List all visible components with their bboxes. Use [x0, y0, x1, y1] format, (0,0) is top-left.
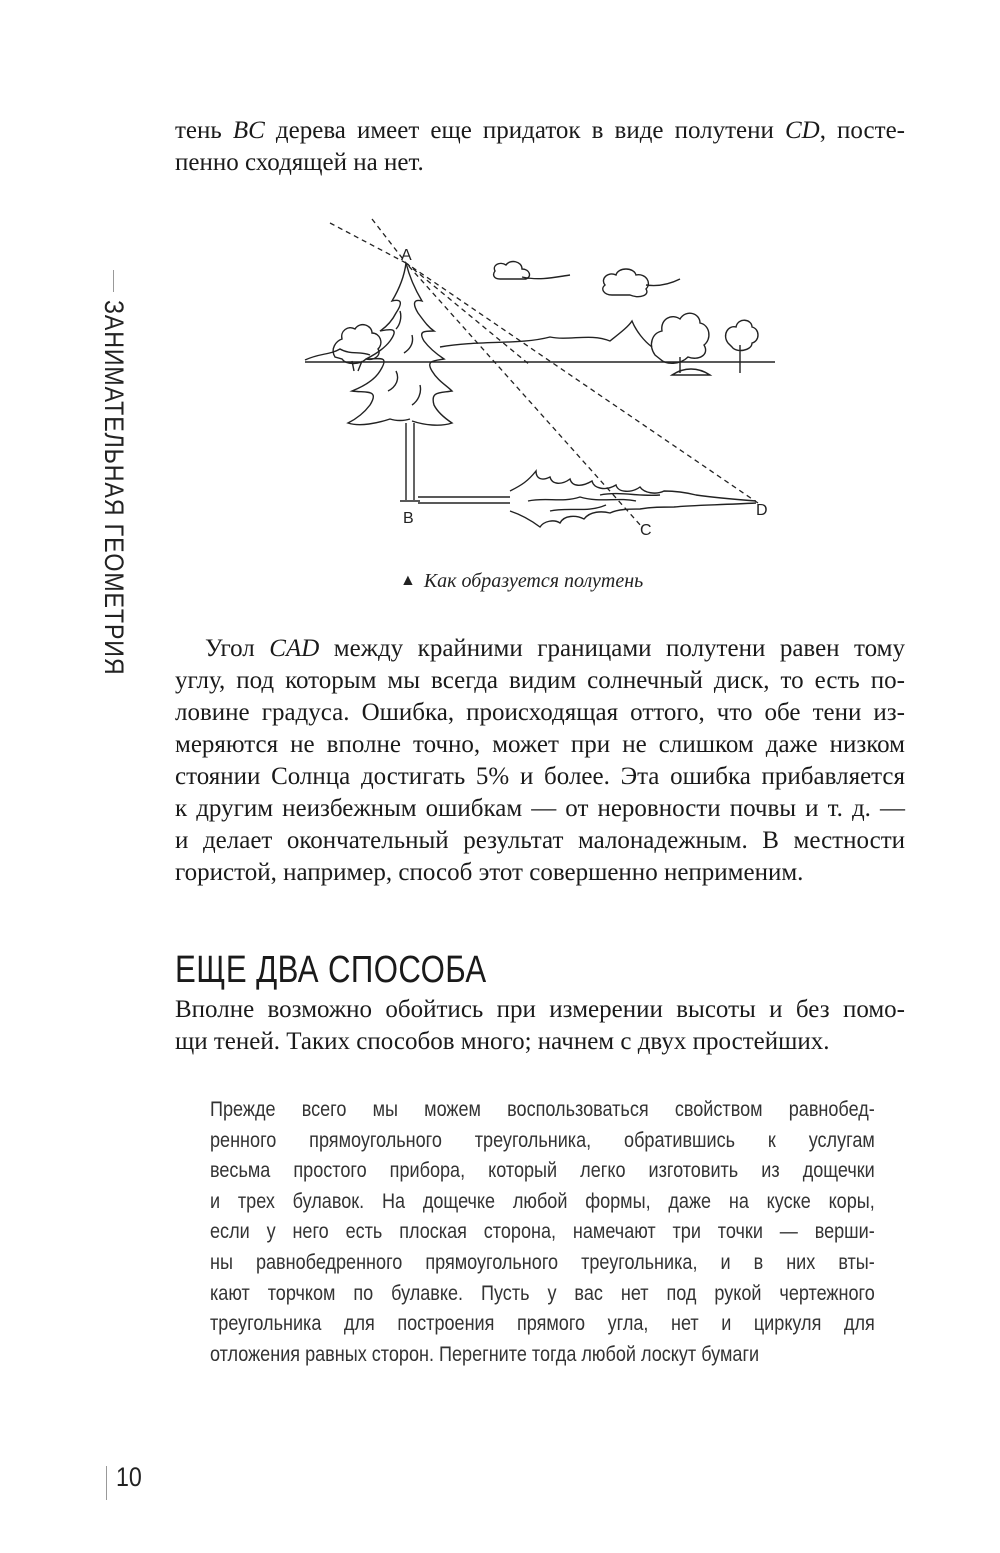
- text-line: пенно сходящей на нет.: [175, 149, 424, 176]
- text-line: весьма простого прибора, который легко изготовить из дощечки: [210, 1159, 875, 1183]
- cloud: [494, 262, 570, 279]
- text-line: отложения равных сторон. Перегните тогда любой лоскут бумаги: [210, 1342, 760, 1366]
- text-line: стоянии Солнца достигать 5% и более. Эта ошибка прибавляется: [175, 763, 905, 790]
- left-bush: [333, 325, 381, 371]
- fir-tree: [348, 263, 452, 501]
- text-line: Угол CAD между крайними границами полутени равен тому: [205, 635, 905, 662]
- text-line: и делает окончательный результат малонадежным. В местности: [175, 827, 905, 854]
- running-title: ЗАНИМАТЕЛЬНАЯ ГЕОМЕТРИЯ: [99, 300, 129, 676]
- section-intro: [175, 994, 905, 1058]
- right-tree: [651, 313, 710, 375]
- text-line: гористой, например, способ этот совершенно неприменим.: [175, 859, 804, 886]
- text-line: ны равнобедренного прямоугольного треугольника, и в них вты-: [210, 1250, 875, 1274]
- text-line: углу, под которым мы всегда видим солнечный диск, то есть по-: [175, 667, 905, 694]
- ray-mid: [406, 263, 530, 365]
- label-a: A: [401, 247, 412, 264]
- top-paragraph: [175, 115, 905, 179]
- text-line: тень BC дерева имеет еще придаток в виде полутени CD, посте-: [175, 117, 905, 144]
- text-line: кают торчком по булавке. Пусть у вас нет под рукой чертежного: [210, 1281, 875, 1305]
- paragraph-penumbra-angle: [175, 633, 905, 889]
- page-number-rule: [106, 1466, 107, 1500]
- text-line: Прежде всего мы можем воспользоваться свойством равнобед-: [210, 1098, 875, 1121]
- label-d: D: [756, 502, 768, 519]
- page-number: 10: [116, 1462, 142, 1492]
- text-line: если у него есть плоская сторона, намечают три точки — верши-: [210, 1220, 875, 1244]
- text-line: ловине градуса. Ошибка, происходящая оттого, что обе тени из-: [175, 699, 905, 726]
- side-rule: [113, 270, 114, 292]
- penumbra-shadow: [510, 471, 756, 527]
- right-small-tree: [726, 320, 758, 373]
- text-line: меряются не вполне точно, может при не слишком даже низком: [175, 731, 905, 758]
- text-line: и трех булавок. На дощечке любой формы, даже на куске коры,: [210, 1189, 875, 1213]
- method-description: [210, 1095, 875, 1370]
- text-line: щи теней. Таких способов много; начнем с двух простейших.: [175, 1028, 830, 1055]
- text-line: треугольника для построения прямого угла, нет и циркуля для: [210, 1312, 875, 1336]
- caption-text: Как образуется полутень: [423, 570, 644, 592]
- text-line: к другим неизбежным ошибкам — от неровности почвы и т. д. —: [175, 795, 905, 822]
- label-c: C: [640, 522, 652, 539]
- shadow-bc: [418, 497, 510, 503]
- cloud: [603, 269, 680, 297]
- text-line: Вполне возможно обойтись при измерении высоты и без помо-: [175, 996, 905, 1023]
- text-line: ренного прямоугольного треугольника, обратившись к услугам: [210, 1128, 875, 1152]
- penumbra-illustration: [300, 215, 780, 545]
- label-b: B: [403, 510, 414, 527]
- figure-caption: [400, 570, 643, 593]
- caption-marker: ▲: [400, 572, 416, 589]
- section-heading: ЕЩЕ ДВА СПОСОБА: [175, 949, 487, 991]
- ray-ad: [372, 219, 758, 503]
